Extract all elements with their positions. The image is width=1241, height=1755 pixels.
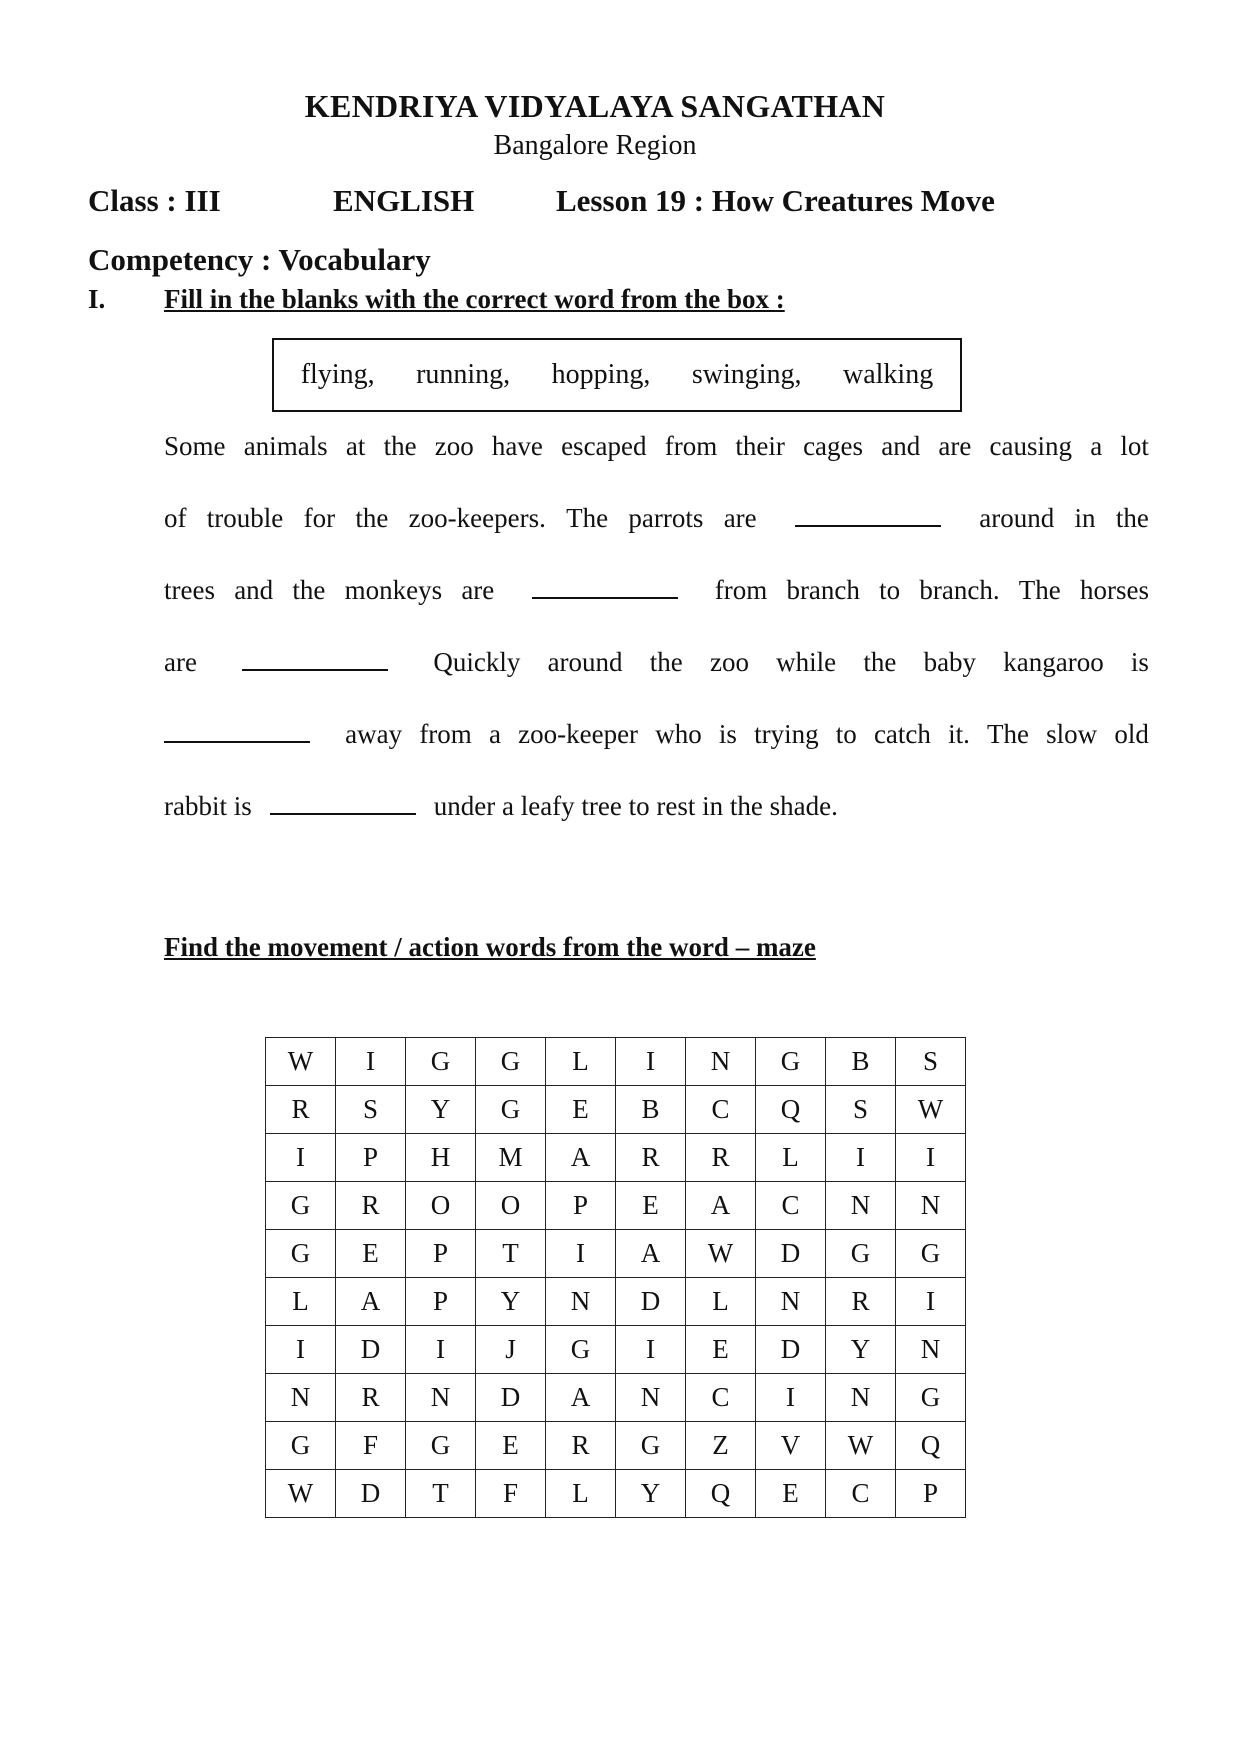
paragraph-word: animals (243, 431, 328, 461)
maze-cell: D (336, 1326, 406, 1374)
maze-cell: Y (616, 1470, 686, 1518)
maze-cell: N (756, 1278, 826, 1326)
paragraph-word: are (938, 431, 972, 461)
maze-row (266, 1230, 966, 1278)
maze-cell: C (756, 1182, 826, 1230)
organization-title: KENDRIYA VIDYALAYA SANGATHAN (304, 88, 886, 124)
maze-cell: A (336, 1278, 406, 1326)
maze-cell: P (546, 1182, 616, 1230)
paragraph-word: causing (989, 431, 1073, 461)
maze-cell: R (336, 1374, 406, 1422)
maze-cell: J (476, 1326, 546, 1374)
competency-label: Competency : Vocabulary (88, 242, 431, 277)
maze-cell: E (336, 1230, 406, 1278)
paragraph-word: while (776, 647, 837, 677)
maze-cell: C (826, 1470, 896, 1518)
maze-cell: C (686, 1086, 756, 1134)
maze-cell: L (686, 1278, 756, 1326)
maze-cell: S (896, 1038, 966, 1086)
paragraph-word: are (723, 503, 757, 533)
paragraph-word: lot (1120, 431, 1149, 461)
maze-cell: Q (896, 1422, 966, 1470)
paragraph-word: trouble (206, 503, 284, 533)
maze-cell: M (476, 1134, 546, 1182)
paragraph-word: is (1130, 647, 1149, 677)
maze-cell: I (826, 1134, 896, 1182)
maze-cell: B (826, 1038, 896, 1086)
maze-row (266, 1182, 966, 1230)
question-number: I. (88, 284, 106, 314)
maze-cell: B (616, 1086, 686, 1134)
paragraph-word: of (164, 503, 187, 533)
maze-cell: G (896, 1374, 966, 1422)
paragraph-word: the (292, 575, 326, 605)
paragraph-word: from (664, 431, 718, 461)
answer-blank[interactable] (242, 645, 388, 671)
maze-cell: R (616, 1134, 686, 1182)
question-instruction: Fill in the blanks with the correct word from the box : (164, 284, 785, 314)
paragraph-word: the (1115, 503, 1149, 533)
maze-cell: R (336, 1182, 406, 1230)
paragraph-word: who (655, 719, 702, 749)
paragraph-word: from (714, 575, 768, 605)
maze-cell: D (476, 1374, 546, 1422)
paragraph-word: the (863, 647, 897, 677)
paragraph-word: branch. (919, 575, 1000, 605)
paragraph-word: The (566, 503, 609, 533)
maze-cell: Y (406, 1086, 476, 1134)
maze-cell: G (896, 1230, 966, 1278)
maze-cell: F (336, 1422, 406, 1470)
paragraph-word: parrots (628, 503, 704, 533)
maze-cell: I (406, 1326, 476, 1374)
paragraph-line (164, 717, 1149, 751)
paragraph-word: escaped (561, 431, 647, 461)
maze-cell: P (336, 1134, 406, 1182)
maze-cell: T (476, 1230, 546, 1278)
paragraph-word: zoo (434, 431, 474, 461)
paragraph-word: the (649, 647, 683, 677)
paragraph-word: are (164, 647, 197, 677)
paragraph-word: trying (754, 719, 819, 749)
word-option: swinging, (691, 359, 802, 390)
maze-cell: N (406, 1374, 476, 1422)
paragraph-word: Some (164, 431, 226, 461)
maze-cell: I (896, 1278, 966, 1326)
maze-cell: N (896, 1326, 966, 1374)
paragraph-word: zoo-keepers. (408, 503, 546, 533)
subject-label: ENGLISH (333, 183, 475, 218)
maze-cell: W (266, 1038, 336, 1086)
maze-cell: F (476, 1470, 546, 1518)
paragraph-word: and (234, 575, 274, 605)
maze-cell: D (616, 1278, 686, 1326)
maze-cell: I (756, 1374, 826, 1422)
maze-row (266, 1422, 966, 1470)
paragraph-word: The (987, 719, 1029, 749)
maze-cell: P (896, 1470, 966, 1518)
paragraph-word: monkeys (344, 575, 443, 605)
paragraph-word: is (718, 719, 737, 749)
maze-cell: G (266, 1182, 336, 1230)
maze-cell: L (546, 1470, 616, 1518)
maze-cell: N (686, 1038, 756, 1086)
paragraph-word: a (488, 719, 501, 749)
maze-cell: O (476, 1182, 546, 1230)
answer-blank[interactable] (532, 573, 678, 599)
paragraph-line (164, 501, 1149, 535)
class-label: Class : III (88, 183, 221, 218)
maze-cell: G (476, 1038, 546, 1086)
maze-row (266, 1326, 966, 1374)
maze-cell: E (616, 1182, 686, 1230)
maze-cell: R (546, 1422, 616, 1470)
maze-cell: D (756, 1326, 826, 1374)
maze-cell: H (406, 1134, 476, 1182)
maze-cell: I (546, 1230, 616, 1278)
maze-cell: W (266, 1470, 336, 1518)
paragraph-word: and (881, 431, 921, 461)
paragraph-word: their (735, 431, 785, 461)
paragraph-word: zoo (709, 647, 749, 677)
paragraph-word: around (547, 647, 623, 677)
paragraph-line (164, 789, 1149, 823)
paragraph-word: around (979, 503, 1055, 533)
paragraph-line (164, 573, 1149, 607)
maze-cell: Y (476, 1278, 546, 1326)
maze-cell: I (616, 1326, 686, 1374)
answer-blank[interactable] (795, 501, 941, 527)
maze-cell: G (266, 1422, 336, 1470)
maze-cell: I (336, 1038, 406, 1086)
word-maze-grid (265, 1037, 966, 1518)
maze-cell: E (756, 1470, 826, 1518)
paragraph-word: kangaroo (1003, 647, 1104, 677)
maze-cell: I (896, 1134, 966, 1182)
paragraph-word: to (879, 575, 901, 605)
maze-cell: D (336, 1470, 406, 1518)
paragraph-word: Quickly (433, 647, 521, 677)
paragraph-word: at (345, 431, 366, 461)
maze-cell: Q (756, 1086, 826, 1134)
word-option: running, (416, 359, 511, 390)
paragraph-word: away (345, 719, 403, 749)
paragraph-word: trees (164, 575, 215, 605)
maze-cell: Y (826, 1326, 896, 1374)
paragraph-word: the (355, 503, 389, 533)
paragraph-word: zoo-keeper (518, 719, 639, 749)
maze-cell: E (686, 1326, 756, 1374)
maze-cell: T (406, 1470, 476, 1518)
maze-cell: A (546, 1374, 616, 1422)
paragraph-line (164, 645, 1149, 679)
word-option: flying, (300, 359, 375, 390)
lesson-title: Lesson 19 : How Creatures Move (556, 183, 995, 218)
maze-cell: V (756, 1422, 826, 1470)
maze-cell: L (266, 1278, 336, 1326)
maze-cell: S (336, 1086, 406, 1134)
maze-cell: G (756, 1038, 826, 1086)
paragraph-word: baby (923, 647, 977, 677)
maze-cell: G (616, 1422, 686, 1470)
paragraph-word: are (461, 575, 495, 605)
maze-row (266, 1134, 966, 1182)
paragraph-word: slow (1046, 719, 1098, 749)
maze-cell: N (826, 1182, 896, 1230)
maze-cell: E (546, 1086, 616, 1134)
maze-cell: W (896, 1086, 966, 1134)
maze-instruction: Find the movement / action words from the word – maze (164, 932, 816, 962)
maze-cell: Z (686, 1422, 756, 1470)
answer-blank[interactable] (270, 789, 416, 815)
maze-cell: G (476, 1086, 546, 1134)
paragraph-word: old (1114, 719, 1149, 749)
word-option: walking (843, 359, 934, 390)
paragraph-word: rabbit is (164, 791, 252, 821)
word-option: hopping, (551, 359, 651, 390)
maze-cell: G (406, 1038, 476, 1086)
maze-cell: P (406, 1278, 476, 1326)
maze-cell: N (896, 1182, 966, 1230)
paragraph-word: it. (948, 719, 970, 749)
paragraph-word: for (303, 503, 336, 533)
maze-cell: I (266, 1134, 336, 1182)
maze-cell: N (616, 1374, 686, 1422)
paragraph-word: from (419, 719, 472, 749)
maze-cell: R (266, 1086, 336, 1134)
maze-cell: E (476, 1422, 546, 1470)
maze-cell: N (546, 1278, 616, 1326)
maze-cell: N (826, 1374, 896, 1422)
word-box (272, 338, 962, 412)
paragraph-word: under a leafy tree to rest in the shade. (433, 791, 838, 821)
maze-row (266, 1038, 966, 1086)
region-subtitle: Bangalore Region (493, 130, 697, 161)
maze-cell: N (266, 1374, 336, 1422)
maze-cell: W (826, 1422, 896, 1470)
paragraph-word: cages (803, 431, 864, 461)
paragraph-word: catch (873, 719, 931, 749)
paragraph-word: in (1074, 503, 1096, 533)
maze-row (266, 1278, 966, 1326)
maze-cell: R (826, 1278, 896, 1326)
paragraph-word: have (491, 431, 543, 461)
paragraph-word: a (1090, 431, 1103, 461)
maze-cell: I (616, 1038, 686, 1086)
maze-cell: A (616, 1230, 686, 1278)
maze-cell: C (686, 1374, 756, 1422)
maze-cell: G (406, 1422, 476, 1470)
maze-cell: W (686, 1230, 756, 1278)
maze-cell: A (686, 1182, 756, 1230)
maze-cell: D (756, 1230, 826, 1278)
answer-blank[interactable] (164, 717, 310, 743)
maze-cell: Q (686, 1470, 756, 1518)
maze-cell: R (686, 1134, 756, 1182)
paragraph-word: the (383, 431, 417, 461)
maze-cell: L (546, 1038, 616, 1086)
maze-row (266, 1374, 966, 1422)
maze-cell: L (756, 1134, 826, 1182)
maze-cell: G (546, 1326, 616, 1374)
maze-cell: O (406, 1182, 476, 1230)
paragraph-line (164, 429, 1149, 463)
maze-cell: G (826, 1230, 896, 1278)
maze-row (266, 1086, 966, 1134)
maze-cell: G (266, 1230, 336, 1278)
paragraph-word: to (835, 719, 857, 749)
maze-cell: P (406, 1230, 476, 1278)
maze-cell: I (266, 1326, 336, 1374)
paragraph-word: horses (1080, 575, 1149, 605)
maze-cell: S (826, 1086, 896, 1134)
maze-cell: A (546, 1134, 616, 1182)
paragraph-word: The (1018, 575, 1061, 605)
maze-row (266, 1470, 966, 1518)
paragraph-word: branch (786, 575, 860, 605)
